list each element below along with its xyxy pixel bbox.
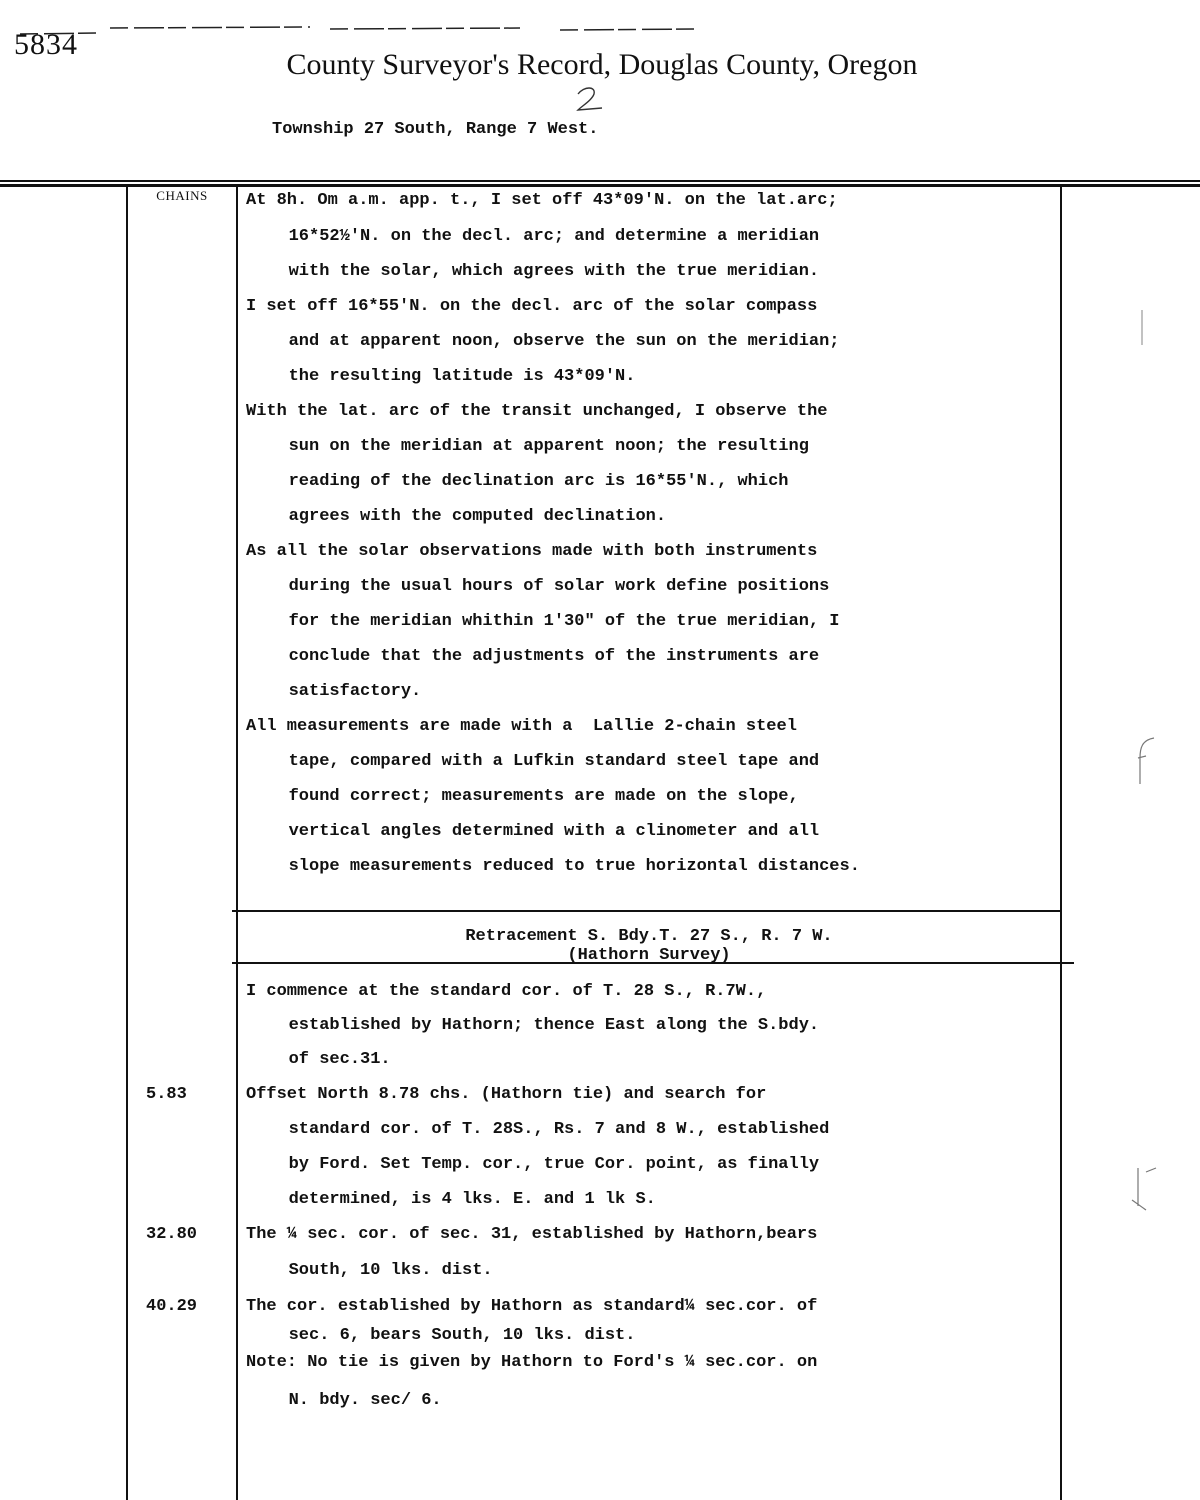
note-line: 16*52½'N. on the decl. arc; and determine a meridian (258, 227, 820, 246)
township-line: Township 27 South, Range 7 West. (272, 120, 599, 139)
note-line: Offset North 8.78 chs. (Hathorn tie) and search for (246, 1085, 767, 1104)
chain-distance: 5.83 (146, 1085, 187, 1104)
page-number: 5834 (14, 28, 78, 61)
note-line: Note: No tie is given by Hathorn to Ford's ¼ sec.cor. on (246, 1353, 818, 1372)
margin-scan-mark (1130, 300, 1160, 360)
handwritten-page-mark (572, 84, 612, 114)
note-line: sec. 6, bears South, 10 lks. dist. (258, 1326, 636, 1345)
note-line: found correct; measurements are made on the slope, (258, 787, 799, 806)
note-line: slope measurements reduced to true horizontal distances. (258, 857, 860, 876)
note-line: and at apparent noon, observe the sun on the meridian; (258, 332, 840, 351)
chains-column-divider (236, 184, 238, 1500)
note-line: I set off 16*55'N. on the decl. arc of the solar compass (246, 297, 818, 316)
note-line: vertical angles determined with a clinometer and all (258, 822, 820, 841)
note-line: The cor. established by Hathorn as standard¼ sec.cor. of (246, 1297, 818, 1316)
chains-column-header: CHAINS (156, 188, 208, 203)
note-line: conclude that the adjustments of the instruments are (258, 647, 820, 666)
note-line: for the meridian whithin 1'30" of the true meridian, I (258, 612, 840, 631)
note-line: I commence at the standard cor. of T. 28 S., R.7W., (246, 982, 767, 1001)
header-scratch-line (0, 24, 760, 38)
margin-scan-mark (1128, 728, 1164, 798)
chain-distance: 32.80 (146, 1225, 198, 1244)
top-rule (0, 180, 1200, 182)
left-margin-line (126, 184, 128, 1500)
note-line: At 8h. Om a.m. app. t., I set off 43*09'N. on the lat.arc; (246, 191, 838, 210)
note-line: standard cor. of T. 28S., Rs. 7 and 8 W., established (258, 1120, 830, 1139)
section-subtitle: (Hathorn Survey) (567, 946, 731, 965)
note-line: sun on the meridian at apparent noon; the resulting (258, 437, 809, 456)
top-rule-thick (0, 184, 1200, 187)
note-line: agrees with the computed declination. (258, 507, 667, 526)
record-title: County Surveyor's Record, Douglas County, Oregon (286, 48, 918, 81)
margin-scan-mark (1124, 1160, 1164, 1220)
note-line: As all the solar observations made with both instruments (246, 542, 818, 561)
section-title: Retracement S. Bdy.T. 27 S., R. 7 W. (465, 927, 833, 946)
note-line: of sec.31. (258, 1050, 391, 1069)
note-line: N. bdy. sec/ 6. (258, 1391, 442, 1410)
note-line: the resulting latitude is 43*09'N. (258, 367, 636, 386)
note-line: South, 10 lks. dist. (258, 1261, 493, 1280)
chain-distance: 40.29 (146, 1297, 198, 1316)
note-line: with the solar, which agrees with the true meridian. (258, 262, 820, 281)
note-line: satisfactory. (258, 682, 422, 701)
section-rule-top (232, 910, 1062, 912)
note-line: tape, compared with a Lufkin standard steel tape and (258, 752, 820, 771)
note-line: determined, is 4 lks. E. and 1 lk S. (258, 1190, 656, 1209)
note-line: The ¼ sec. cor. of sec. 31, established by Hathorn,bears (246, 1225, 818, 1244)
note-line: during the usual hours of solar work define positions (258, 577, 830, 596)
right-column-line (1060, 184, 1062, 1500)
note-line: by Ford. Set Temp. cor., true Cor. point, as finally (258, 1155, 820, 1174)
note-line: With the lat. arc of the transit unchanged, I observe the (246, 402, 828, 421)
note-line: reading of the declination arc is 16*55'N., which (258, 472, 789, 491)
note-line: All measurements are made with a Lallie 2-chain steel (246, 717, 797, 736)
note-line: established by Hathorn; thence East along the S.bdy. (258, 1016, 820, 1035)
